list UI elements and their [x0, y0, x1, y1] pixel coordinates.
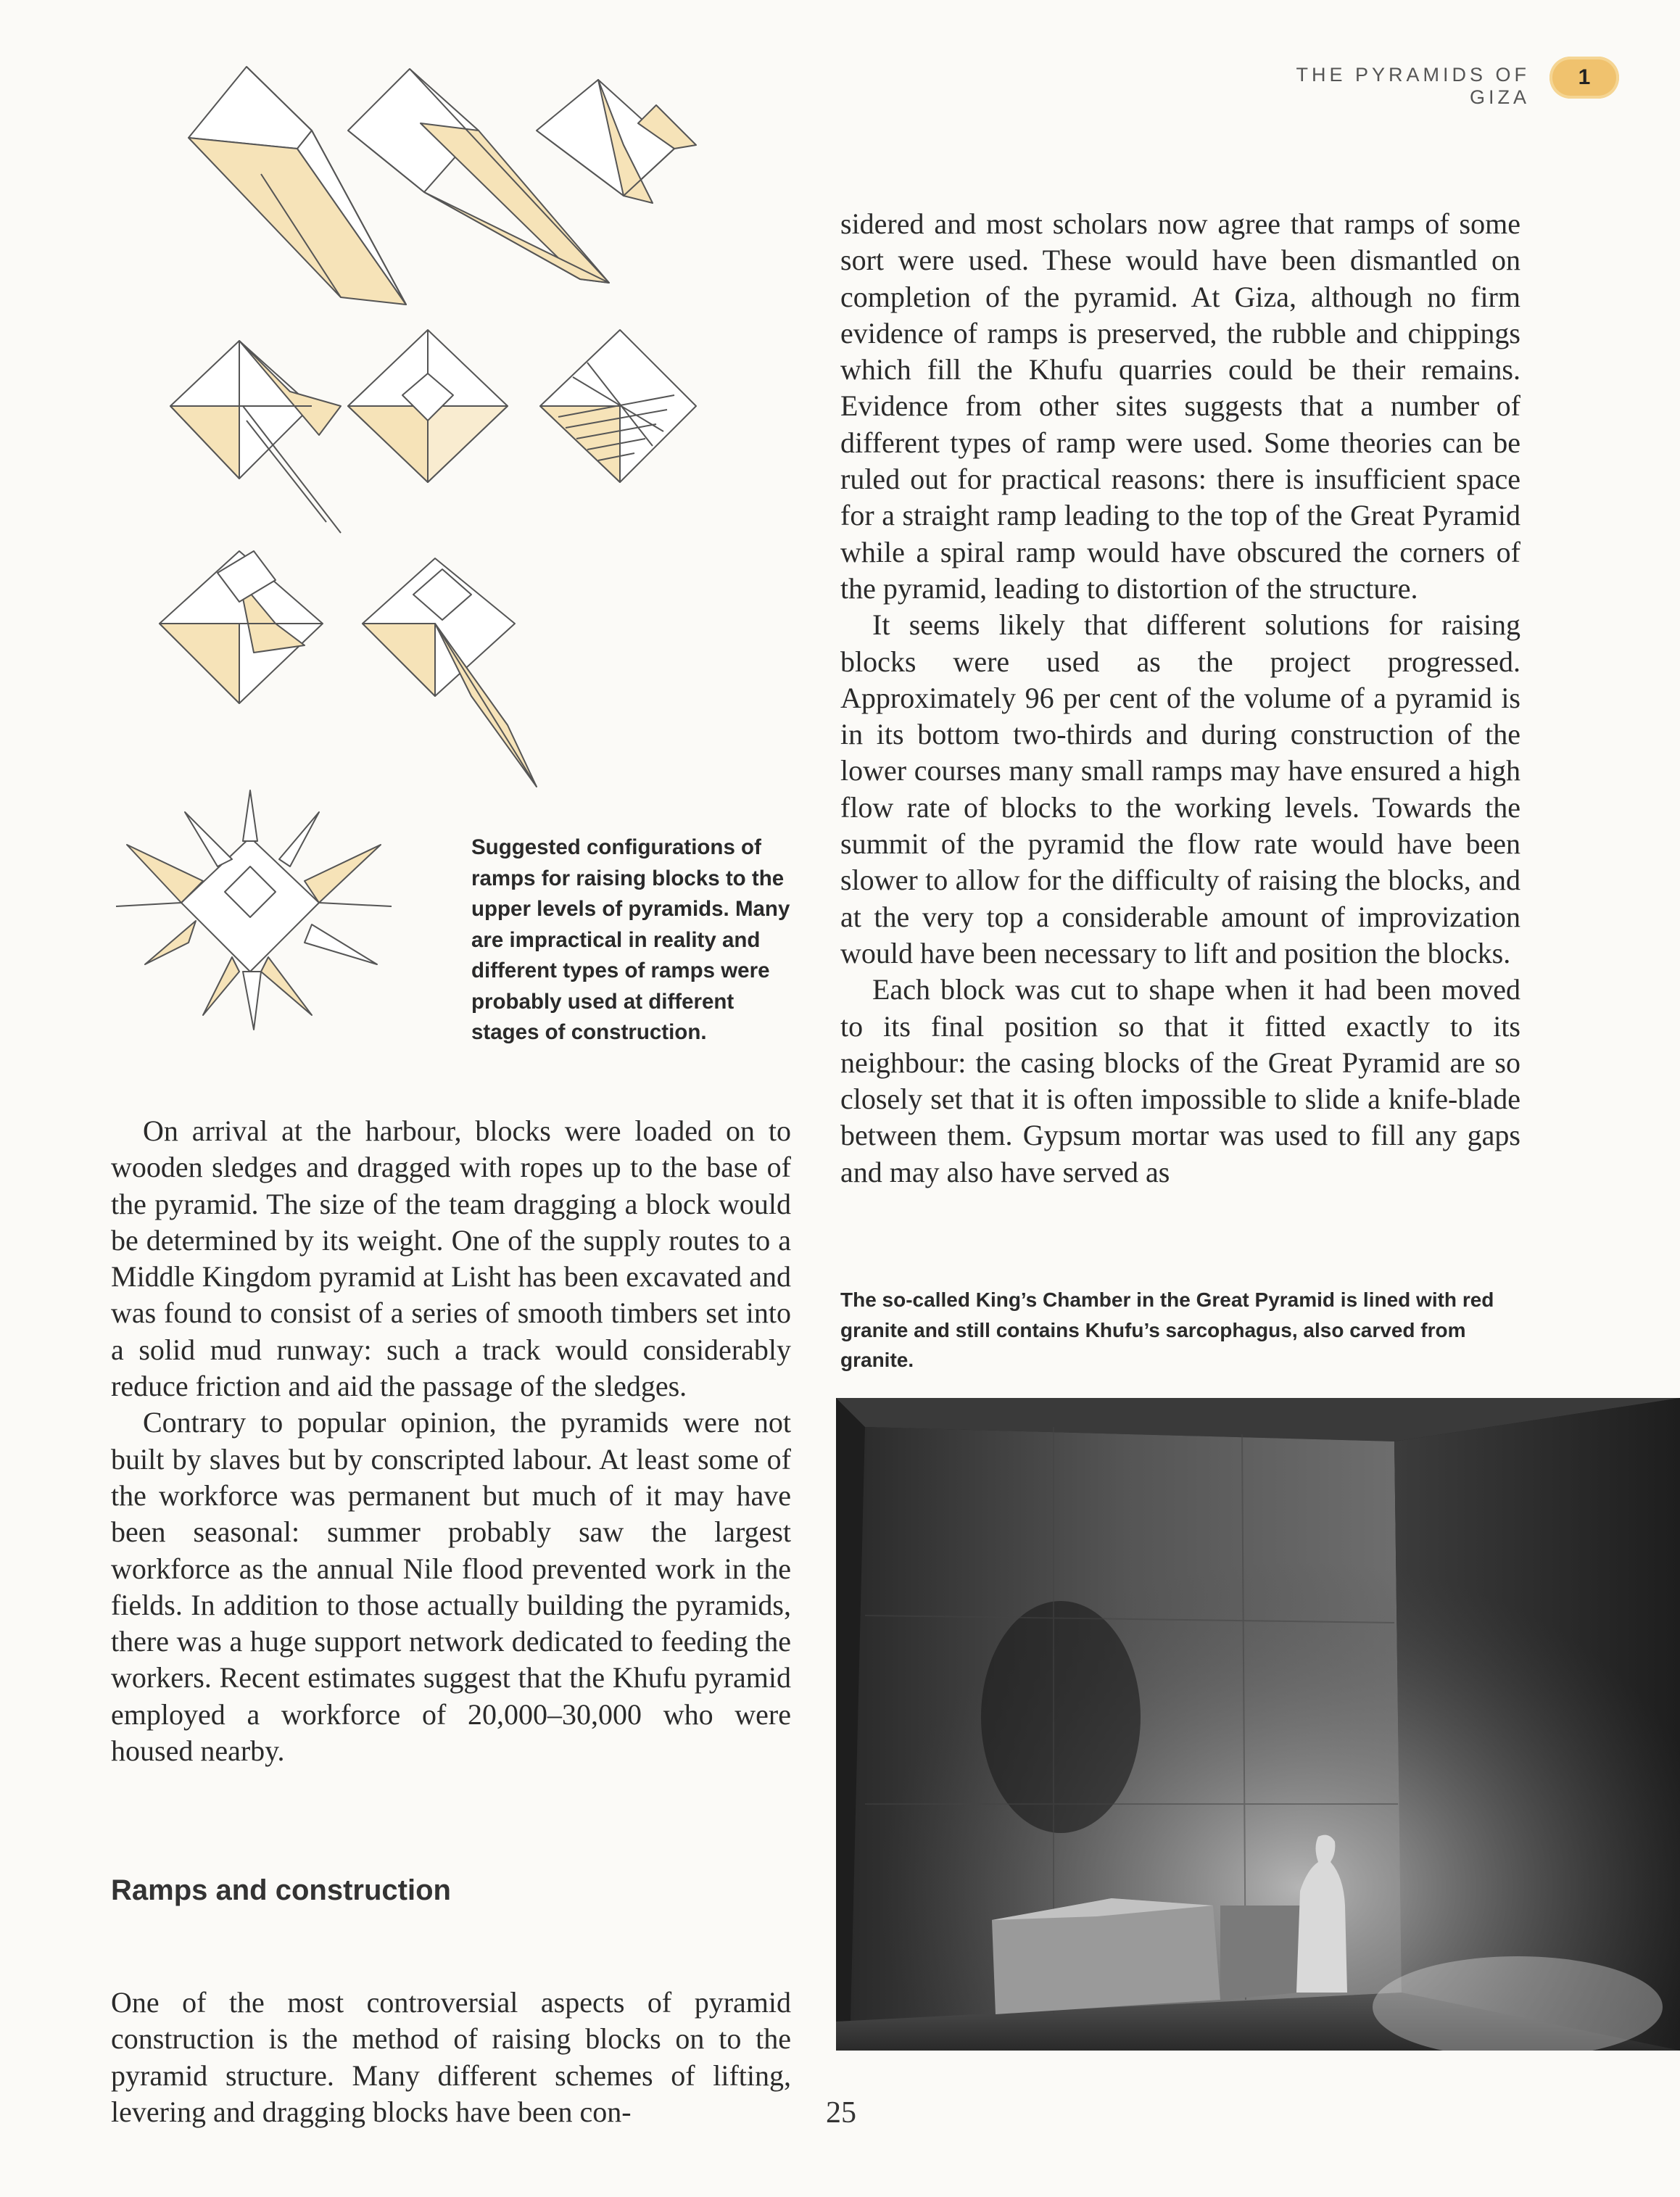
paragraph: One of the most controversial aspects of pyramid construction is the method of raising blocks on to the pyramid structure. Many different schemes of lifting, levering and dragging blocks have been con-	[111, 1986, 791, 2128]
paragraph: On arrival at the harbour, blocks were loaded on to wooden sledges and dragged with ropes up to the base of the pyramid. The size of the team dragging a block would be determined by its weight. One of the supply routes to a Middle Kingdom pyramid at Lisht has been excavated and was found to consist of a series of smooth timbers set into a solid mud runway: such a track would considerably reduce friction and aid the passage of the sledges.	[111, 1114, 791, 1403]
ramp-diagram-4	[170, 341, 341, 533]
left-column-section-text	[111, 1985, 791, 2130]
ramp-diagram-6	[540, 330, 696, 482]
ramp-diagram-3	[537, 80, 696, 203]
paragraph: sidered and most scholars now agree that ramps of some sort were used. These would have been dismantled on completion of the pyramid. At Giza, although no firm evidence of ramps is preserved, the rubble and chippings which fill the Khufu quarries could be their remains. Evidence from other sites suggests that a number of different types of ramp were used. Some theories can be ruled out for practical reasons: there is insufficient space for a straight ramp leading to the top of the Great Pyramid while a spiral ramp would have obscured the corners of the pyramid, leading to distortion of the structure.	[840, 207, 1520, 605]
chapter-number: 1	[1578, 65, 1591, 89]
ramp-diagram-2	[348, 69, 609, 283]
chapter-tab	[1549, 57, 1619, 99]
photo-caption: The so-called King’s Chamber in the Great Pyramid is lined with red granite and still contains Khufu’s sarcophagus, also carved from granite.	[840, 1288, 1494, 1371]
paragraph: Contrary to popular opinion, the pyramids were not built by slaves but by conscripted labour. At least some of the workforce was permanent but much of it may have been seasonal: summer probably saw the largest workforce as the annual Nile flood prevented work in the fields. In addition to those actually building the pyramids, there was a huge support network dedicated to feeding the workers. Recent estimates suggest that the Khufu pyramid employed a workforce of 20,000–30,000 who were housed nearby.	[111, 1406, 791, 1768]
ramp-diagram-8	[363, 558, 537, 787]
ramp-diagram-5	[348, 330, 508, 482]
ramp-diagram-1	[189, 67, 406, 305]
kings-chamber-photo	[836, 1398, 1680, 2051]
right-column-text	[840, 206, 1520, 1191]
paragraph: Each block was cut to shape when it had been moved to its final position so that it fitted exactly to its neighbour: the casing blocks of the Great Pyramid are so closely set that it is often impossible to slide a knife-blade between them. Gypsum mortar was used to fill any gaps and may also have served as	[840, 973, 1520, 1188]
diagram-caption: Suggested configurations of ramps for raising blocks to the upper levels of pyramids. Many are impractical in reality and different types of ramps were probably used at different stages of construction.	[471, 835, 790, 1044]
ramp-diagram-9	[116, 790, 392, 1030]
section-heading: Ramps and construction	[111, 1874, 451, 1906]
paragraph: It seems likely that different solutions for raising blocks were used as the project progressed. Approximately 96 per cent of the volume of a pyramid is in its bottom two-thirds and during construction of the lower courses many small ramps may have ensured a high flow rate of blocks to the working levels. Towards the summit of the pyramid the flow rate would have been slower to allow for the difficulty of raising the blocks, and at the very top a considerable amount of improvization would have been necessary to lift and position the blocks.	[840, 608, 1520, 969]
running-header: THE PYRAMIDS OF GIZA	[1296, 64, 1530, 108]
ramp-diagram-7	[160, 551, 323, 703]
left-column-text	[111, 1113, 791, 1769]
page-number: 25	[826, 2096, 856, 2130]
